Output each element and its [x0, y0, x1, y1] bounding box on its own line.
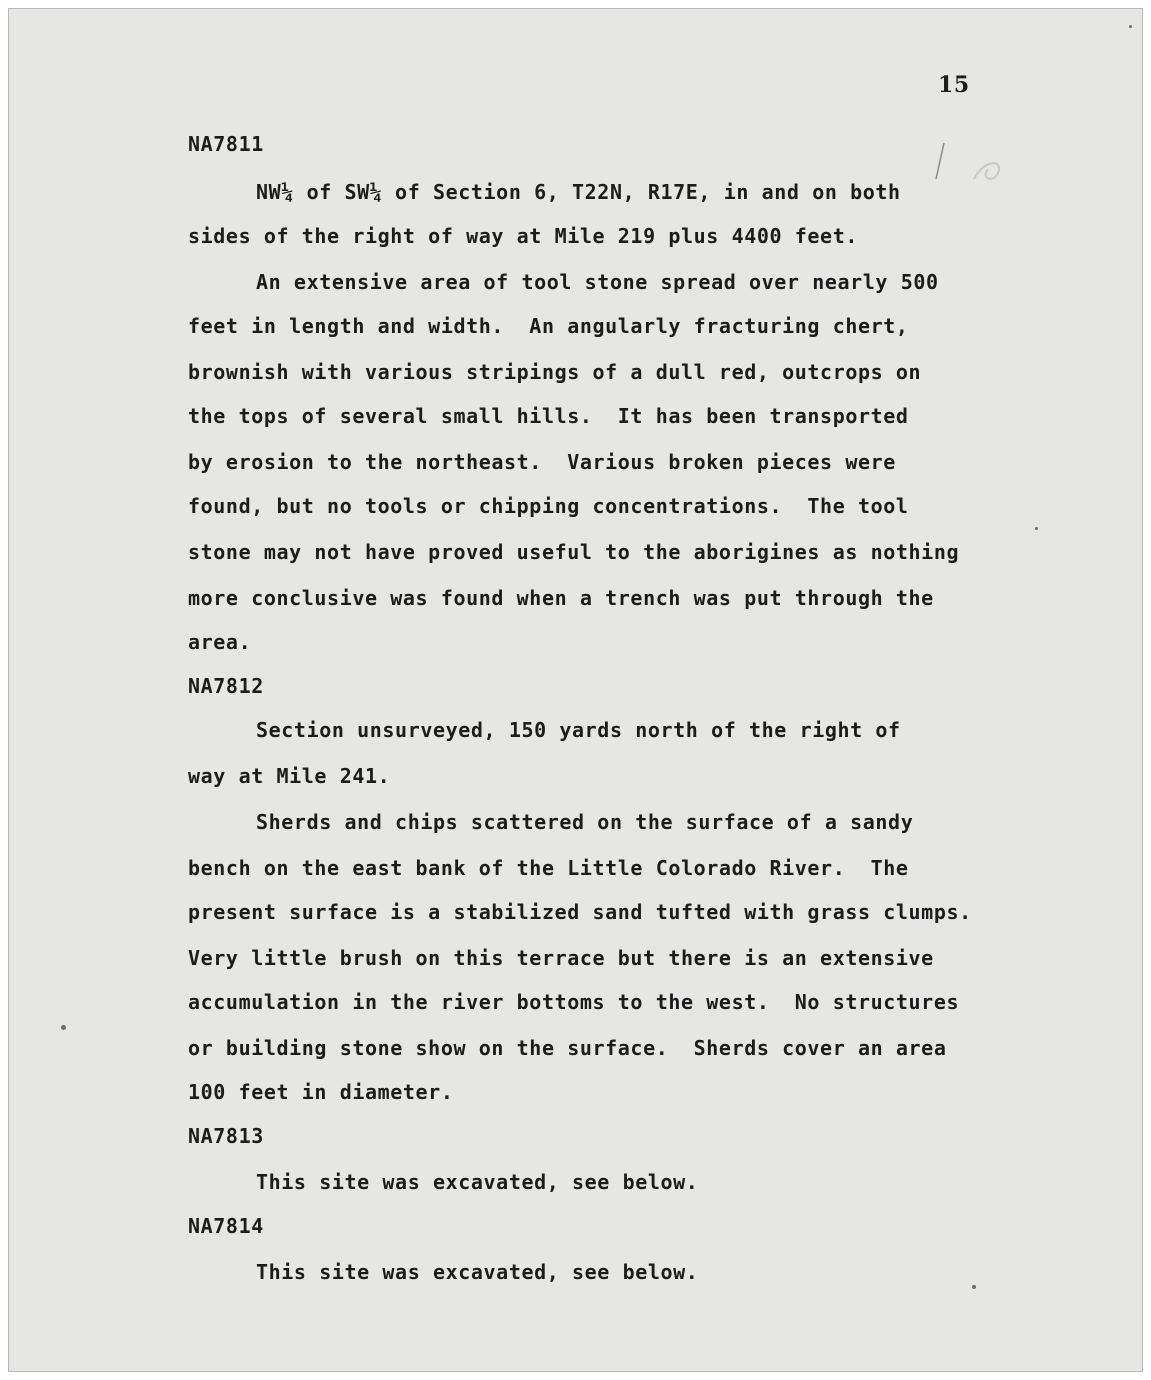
- site-heading: NA7812: [188, 674, 264, 698]
- body-line: bench on the east bank of the Little Colorado River. The: [188, 856, 909, 880]
- body-line: feet in length and width. An angularly fracturing chert,: [188, 314, 909, 338]
- body-line: the tops of several small hills. It has been transported: [188, 404, 909, 428]
- body-line: brownish with various stripings of a dull red, outcrops on: [188, 360, 922, 384]
- body-line: 100 feet in diameter.: [188, 1080, 454, 1104]
- body-line: Very little brush on this terrace but there is an extensive: [188, 946, 934, 970]
- body-line: by erosion to the northeast. Various broken pieces were: [188, 450, 896, 474]
- body-line: sides of the right of way at Mile 219 plus 4400 feet.: [188, 224, 858, 248]
- body-line: found, but no tools or chipping concentrations. The tool: [188, 494, 909, 518]
- body-line: way at Mile 241.: [188, 764, 391, 788]
- body-line: present surface is a stabilized sand tufted with grass clumps.: [188, 900, 972, 924]
- body-line: more conclusive was found when a trench was put through the: [188, 586, 934, 610]
- body-line: area.: [188, 630, 252, 654]
- site-heading: NA7811: [188, 132, 264, 156]
- body-line: accumulation in the river bottoms to the west. No structures: [188, 990, 960, 1014]
- body-line: Sherds and chips scattered on the surface of a sandy: [256, 810, 914, 834]
- body-line: This site was excavated, see below.: [256, 1260, 699, 1284]
- body-line: This site was excavated, see below.: [256, 1170, 699, 1194]
- body-line: An extensive area of tool stone spread over nearly 500: [256, 270, 939, 294]
- body-line: or building stone show on the surface. Sherds cover an area: [188, 1036, 947, 1060]
- body-line: NW¼ of SW¼ of Section 6, T22N, R17E, in and on both: [256, 180, 901, 204]
- page-number: 15: [938, 72, 970, 98]
- body-line: Section unsurveyed, 150 yards north of the right of: [256, 718, 901, 742]
- site-heading: NA7813: [188, 1124, 264, 1148]
- body-line: stone may not have proved useful to the aborigines as nothing: [188, 540, 960, 564]
- site-heading: NA7814: [188, 1214, 264, 1238]
